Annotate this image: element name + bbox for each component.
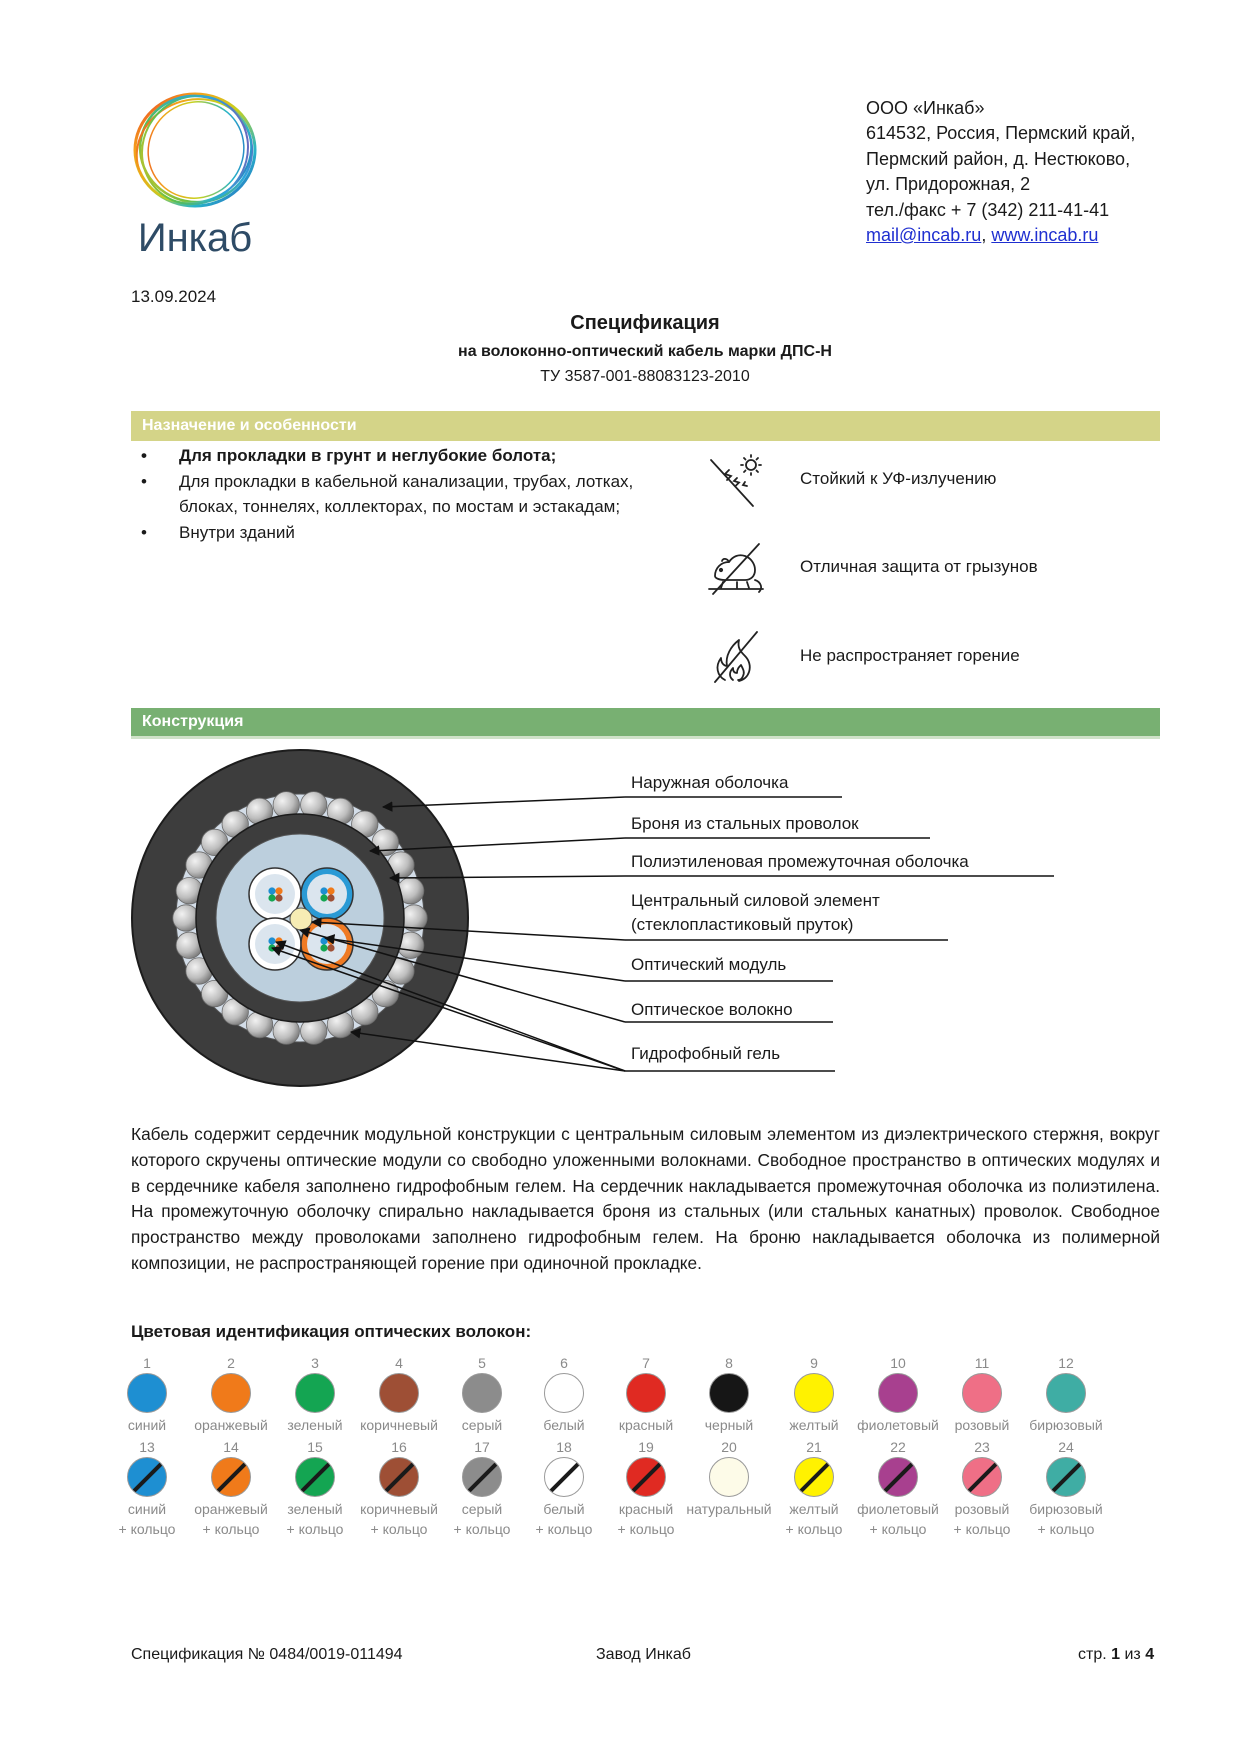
fiber-color-name: оранжевый <box>194 1417 268 1433</box>
purpose-item: • Для прокладки в кабельной канализации, трубах, лотках, блоках, тоннелях, коллекторах, по мостам и эстакадам; <box>138 469 668 520</box>
fiber-color-name: белый <box>543 1417 585 1433</box>
fiber-color-item <box>519 1439 609 1539</box>
fiber-color-item <box>354 1439 444 1539</box>
fiber-color-item <box>937 1439 1027 1539</box>
label-fiberglass-rod: (стеклопластиковый пруток) <box>631 915 854 934</box>
fiber-color-name: желтый <box>789 1417 839 1433</box>
document-date: 13.09.2024 <box>131 287 217 306</box>
fiber-color-name: натуральный <box>686 1501 772 1517</box>
fiber-color-swatch <box>462 1457 502 1497</box>
document-title: Спецификация <box>570 312 720 334</box>
fiber-color-swatch <box>211 1373 251 1413</box>
cable-cross-section-diagram <box>130 748 470 1088</box>
email-link[interactable]: mail@incab.ru <box>866 225 982 245</box>
fiber-color-item <box>102 1355 192 1435</box>
fiber-number: 24 <box>1058 1439 1074 1455</box>
fiber-color-name: зеленый <box>287 1501 343 1517</box>
label-optical-module: Оптический модуль <box>631 955 787 974</box>
address-line-3: ул. Придорожная, 2 <box>866 174 1031 194</box>
fiber-color-name: красный <box>618 1501 674 1517</box>
fiber-color-name: коричневый <box>360 1417 438 1433</box>
label-steel-armor: Броня из стальных проволок <box>631 814 859 833</box>
phone-fax: тел./факс + 7 (342) 211-41-41 <box>866 200 1110 220</box>
fiber-number: 18 <box>556 1439 572 1455</box>
page-prefix: стр. <box>1078 1646 1112 1663</box>
label-hydrophobic-gel: Гидрофобный гель <box>631 1044 781 1063</box>
fiber-ring-note: + кольцо <box>370 1521 428 1537</box>
feature-flame: Не распространяет горение <box>800 646 1020 665</box>
fiber-color-swatch <box>295 1373 335 1413</box>
fiber-color-name: фиолетовый <box>857 1501 939 1517</box>
fiber-ring-note: + кольцо <box>617 1521 675 1537</box>
fiber-color-item <box>937 1355 1027 1435</box>
fiber-color-swatch <box>878 1457 918 1497</box>
fiber-color-swatch <box>544 1457 584 1497</box>
fiber-color-name: черный <box>704 1417 754 1433</box>
fiber-color-item <box>601 1355 691 1435</box>
fiber-color-swatch <box>462 1373 502 1413</box>
fiber-color-item <box>354 1355 444 1435</box>
rodent-protection-icon <box>707 540 765 598</box>
fiber-color-name: бирюзовый <box>1029 1417 1103 1433</box>
flame-retardant-icon <box>707 628 765 686</box>
fiber-ring-note: + кольцо <box>1037 1521 1095 1537</box>
fiber-ring-note: + кольцо <box>453 1521 511 1537</box>
fiber-color-swatch <box>544 1373 584 1413</box>
fiber-number: 19 <box>638 1439 654 1455</box>
uv-resistant-icon <box>707 452 765 510</box>
fiber-color-item <box>1021 1355 1111 1435</box>
label-outer-sheath: Наружная оболочка <box>631 773 789 792</box>
fiber-color-item <box>186 1439 276 1539</box>
fiber-color-item <box>853 1355 943 1435</box>
fiber-ring-note: + кольцо <box>535 1521 593 1537</box>
fiber-color-swatch <box>211 1457 251 1497</box>
fiber-number: 21 <box>806 1439 822 1455</box>
label-central-strength-member: Центральный силовой элемент <box>631 891 880 910</box>
contact-links <box>866 223 1196 248</box>
feature-uv: Стойкий к УФ-излучению <box>800 469 997 488</box>
construction-description: Кабель содержит сердечник модульной конструкции с центральным силовым элементом из диэлектрического стержня, вокруг которого скручены оптические модули со свободно уложенными волокнами. Свободное пространство в оптических модулях и в сердечнике кабеля заполнено гидрофобным гелем. На сердечник накладывается промежуточная оболочка из полиэтилена. На промежуточную оболочку спирально накладывается броня из стальных (или стальных канатных) проволок. Свободное пространство между проволоками заполнено гидрофобным гелем. На броню накладывается оболочка из полимерной композиции, не распространяющей горение при одиночной прокладке. <box>131 1124 1160 1273</box>
fiber-color-name: розовый <box>954 1501 1010 1517</box>
website-link[interactable]: www.incab.ru <box>991 225 1099 245</box>
fiber-color-swatch <box>626 1457 666 1497</box>
fiber-color-swatch <box>794 1457 834 1497</box>
fiber-color-name: оранжевый <box>194 1501 268 1517</box>
fiber-color-heading: Цветовая идентификация оптических волокон: <box>131 1322 532 1341</box>
fiber-color-item <box>684 1439 774 1519</box>
feature-rodent: Отличная защита от грызунов <box>800 557 1038 576</box>
label-optical-fiber: Оптическое волокно <box>631 1000 793 1019</box>
fiber-color-name: серый <box>461 1501 503 1517</box>
section-header-purpose <box>131 411 1160 441</box>
fiber-ring-note: + кольцо <box>953 1521 1011 1537</box>
footer-plant: Завод Инкаб <box>596 1646 691 1663</box>
fiber-number: 22 <box>890 1439 906 1455</box>
fiber-color-item <box>853 1439 943 1539</box>
contact-separator: , <box>981 225 992 245</box>
page-current: 1 <box>1111 1646 1121 1663</box>
fiber-number: 20 <box>721 1439 737 1455</box>
footer-page-number <box>1078 1646 1154 1664</box>
purpose-list <box>138 443 668 545</box>
fiber-ring-note: + кольцо <box>202 1521 260 1537</box>
section-title-purpose: Назначение и особенности <box>142 417 357 434</box>
fiber-color-name: бирюзовый <box>1029 1501 1103 1517</box>
fiber-color-name: серый <box>461 1417 503 1433</box>
fiber-number: 16 <box>391 1439 407 1455</box>
fiber-color-item <box>684 1355 774 1435</box>
fiber-number: 3 <box>311 1355 319 1371</box>
purpose-item: • Для прокладки в грунт и неглубокие болота; <box>138 443 668 469</box>
fiber-color-swatch <box>379 1373 419 1413</box>
fiber-color-swatch <box>1046 1373 1086 1413</box>
fiber-number: 13 <box>139 1439 155 1455</box>
fiber-color-swatch <box>709 1457 749 1497</box>
fiber-number: 4 <box>395 1355 403 1371</box>
armor-wire <box>401 905 427 931</box>
fiber-color-item <box>769 1355 859 1435</box>
central-strength-member <box>290 908 312 930</box>
fiber-number: 9 <box>810 1355 818 1371</box>
fiber-number: 7 <box>642 1355 650 1371</box>
fiber-color-name: желтый <box>789 1501 839 1517</box>
fiber-color-item <box>270 1355 360 1435</box>
fiber-color-swatch <box>878 1373 918 1413</box>
fiber-color-swatch <box>794 1373 834 1413</box>
fiber-color-name: синий <box>127 1417 167 1433</box>
fiber-number: 17 <box>474 1439 490 1455</box>
fiber-color-swatch <box>1046 1457 1086 1497</box>
fiber-ring-note: + кольцо <box>785 1521 843 1537</box>
fiber-number: 5 <box>478 1355 486 1371</box>
fiber-color-name: красный <box>618 1417 674 1433</box>
logo-wordmark: Инкаб <box>137 216 253 260</box>
fiber-color-name: розовый <box>954 1417 1010 1433</box>
fiber-color-swatch <box>127 1373 167 1413</box>
fiber-number: 6 <box>560 1355 568 1371</box>
fiber-color-swatch <box>295 1457 335 1497</box>
fiber-number: 2 <box>227 1355 235 1371</box>
fiber-color-name: зеленый <box>287 1417 343 1433</box>
fiber-ring-note: + кольцо <box>286 1521 344 1537</box>
fiber-color-swatch <box>127 1457 167 1497</box>
label-pe-intermediate-sheath: Полиэтиленовая промежуточная оболочка <box>631 852 969 871</box>
document-subtitle: на волоконно-оптический кабель марки ДПС-Н <box>458 343 832 360</box>
fiber-ring-note: + кольцо <box>869 1521 927 1537</box>
fiber-number: 15 <box>307 1439 323 1455</box>
company-name: ООО «Инкаб» <box>866 98 985 118</box>
fiber-color-swatch <box>709 1373 749 1413</box>
fiber-number: 14 <box>223 1439 239 1455</box>
fiber-color-item <box>437 1355 527 1435</box>
fiber-number: 10 <box>890 1355 906 1371</box>
fiber-color-item <box>519 1355 609 1435</box>
purpose-item: • Внутри зданий <box>138 520 668 546</box>
fiber-color-name: синий <box>127 1501 167 1517</box>
armor-wire <box>173 905 199 931</box>
fiber-number: 1 <box>143 1355 151 1371</box>
address-line-1: 614532, Россия, Пермский край, <box>866 123 1136 143</box>
fiber-number: 23 <box>974 1439 990 1455</box>
fiber-color-swatch <box>962 1457 1002 1497</box>
fiber-color-swatch <box>962 1373 1002 1413</box>
fiber-color-item <box>186 1355 276 1435</box>
fiber-color-item <box>1021 1439 1111 1539</box>
section-header-construction: Конструкция <box>131 708 1160 736</box>
fiber-color-name: коричневый <box>360 1501 438 1517</box>
fiber-ring-note: + кольцо <box>118 1521 176 1537</box>
footer-spec-number: Спецификация № 0484/0019-011494 <box>131 1646 403 1663</box>
fiber-color-swatch <box>626 1373 666 1413</box>
fiber-color-item <box>601 1439 691 1539</box>
fiber-color-item <box>437 1439 527 1539</box>
fiber-color-item <box>270 1439 360 1539</box>
fiber-color-item <box>102 1439 192 1539</box>
fiber-color-name: фиолетовый <box>857 1417 939 1433</box>
page-middle: из <box>1120 1646 1146 1663</box>
fiber-color-swatch <box>379 1457 419 1497</box>
fiber-color-item <box>769 1439 859 1539</box>
fiber-color-name: белый <box>543 1501 585 1517</box>
address-line-2: Пермский район, д. Нестюково, <box>866 149 1131 169</box>
fiber-number: 8 <box>725 1355 733 1371</box>
technical-conditions: ТУ 3587-001-88083123-2010 <box>540 368 750 385</box>
incab-logo <box>120 88 270 263</box>
fiber-number: 11 <box>974 1355 990 1371</box>
fiber-number: 12 <box>1058 1355 1074 1371</box>
page-total: 4 <box>1145 1646 1155 1663</box>
